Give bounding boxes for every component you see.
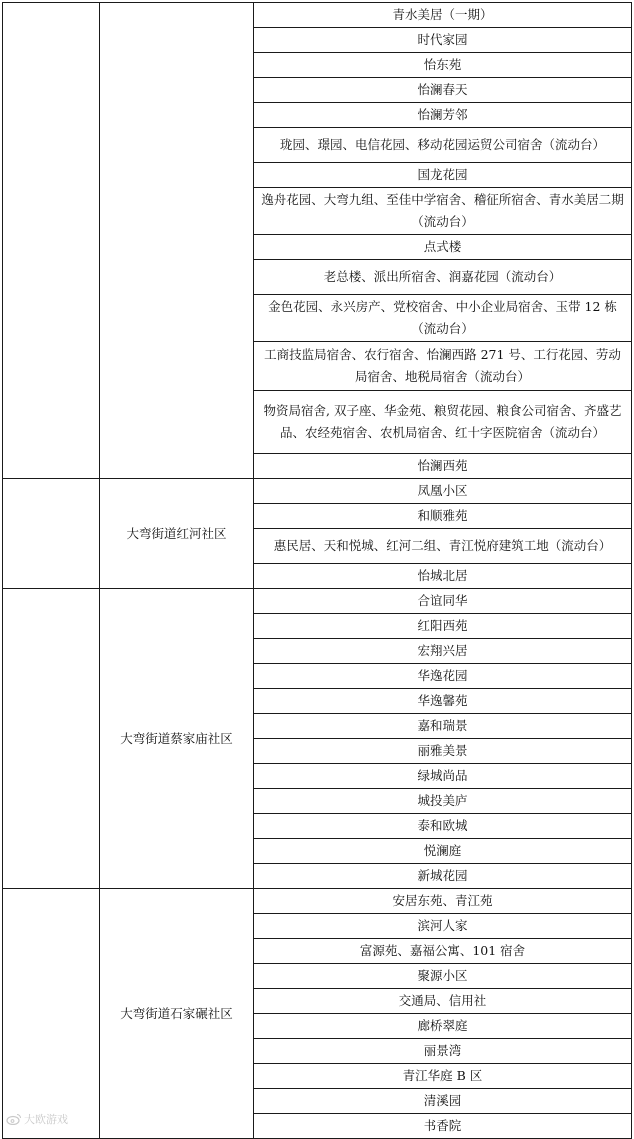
street-cell xyxy=(3,889,100,1139)
residence-cell: 金色花园、永兴房产、党校宿舍、中小企业局宿舍、玉带 12 栋（流动台） xyxy=(254,295,632,342)
residence-cell: 丽景湾 xyxy=(254,1039,632,1064)
table-row xyxy=(3,889,632,914)
residence-cell: 嘉和瑞景 xyxy=(254,714,632,739)
residence-cell: 怡东苑 xyxy=(254,53,632,78)
residence-cell: 华逸花园 xyxy=(254,664,632,689)
residence-cell: 青水美居（一期） xyxy=(254,3,632,28)
residence-cell: 泰和欧城 xyxy=(254,814,632,839)
residence-cell: 物资局宿舍, 双子座、华金苑、粮贸花园、粮食公司宿舍、齐盛艺品、农经苑宿舍、农机局宿舍、红十字医院宿舍（流动台） xyxy=(254,391,632,454)
street-cell xyxy=(3,3,100,479)
residence-cell: 悦澜庭 xyxy=(254,839,632,864)
table-row xyxy=(3,479,632,504)
residence-cell: 凤凰小区 xyxy=(254,479,632,504)
residence-cell: 怡澜西苑 xyxy=(254,454,632,479)
residence-cell: 国龙花园 xyxy=(254,163,632,188)
residence-cell: 书香院 xyxy=(254,1114,632,1139)
street-cell xyxy=(3,589,100,889)
residence-cell: 安居东苑、青江苑 xyxy=(254,889,632,914)
residence-cell: 新城花园 xyxy=(254,864,632,889)
community-cell: 大弯街道石家碾社区 xyxy=(100,889,254,1139)
residence-cell: 惠民居、天和悦城、红河二组、青江悦府建筑工地（流动台） xyxy=(254,529,632,564)
residence-cell: 时代家园 xyxy=(254,28,632,53)
community-residence-table xyxy=(2,2,632,1139)
community-cell: 大弯街道蔡家庙社区 xyxy=(100,589,254,889)
watermark-text: 大欧游戏 xyxy=(24,1113,68,1126)
residence-cell: 富源苑、嘉福公寓、101 宿舍 xyxy=(254,939,632,964)
residence-cell: 怡澜芳邻 xyxy=(254,103,632,128)
residence-cell: 怡城北居 xyxy=(254,564,632,589)
table-row xyxy=(3,589,632,614)
residence-cell: 廊桥翠庭 xyxy=(254,1014,632,1039)
community-cell: 大弯街道红河社区 xyxy=(100,479,254,589)
residence-cell: 华逸馨苑 xyxy=(254,689,632,714)
residence-cell: 滨河人家 xyxy=(254,914,632,939)
residence-cell: 丽雅美景 xyxy=(254,739,632,764)
street-cell xyxy=(3,479,100,589)
residence-cell: 绿城尚品 xyxy=(254,764,632,789)
residence-cell: 青江华庭 B 区 xyxy=(254,1064,632,1089)
residence-cell: 聚源小区 xyxy=(254,964,632,989)
community-cell xyxy=(100,3,254,479)
residence-cell: 合谊同华 xyxy=(254,589,632,614)
residence-cell: 交通局、信用社 xyxy=(254,989,632,1014)
table-row xyxy=(3,3,632,28)
residence-cell: 红阳西苑 xyxy=(254,614,632,639)
residence-cell: 和顺雅苑 xyxy=(254,504,632,529)
residence-cell: 清溪园 xyxy=(254,1089,632,1114)
residence-cell: 工商技监局宿舍、农行宿舍、怡澜西路 271 号、工行花园、劳动局宿舍、地税局宿舍（流动台） xyxy=(254,342,632,391)
residence-cell: 点式楼 xyxy=(254,235,632,260)
residence-cell: 珑园、璟园、电信花园、移动花园运贸公司宿舍（流动台） xyxy=(254,128,632,163)
residence-cell: 怡澜春天 xyxy=(254,78,632,103)
residence-cell: 宏翔兴居 xyxy=(254,639,632,664)
residence-cell: 逸舟花园、大弯九组、至佳中学宿舍、稽征所宿舍、青水美居二期（流动台） xyxy=(254,188,632,235)
residence-cell: 城投美庐 xyxy=(254,789,632,814)
residence-cell: 老总楼、派出所宿舍、润嘉花园（流动台） xyxy=(254,260,632,295)
